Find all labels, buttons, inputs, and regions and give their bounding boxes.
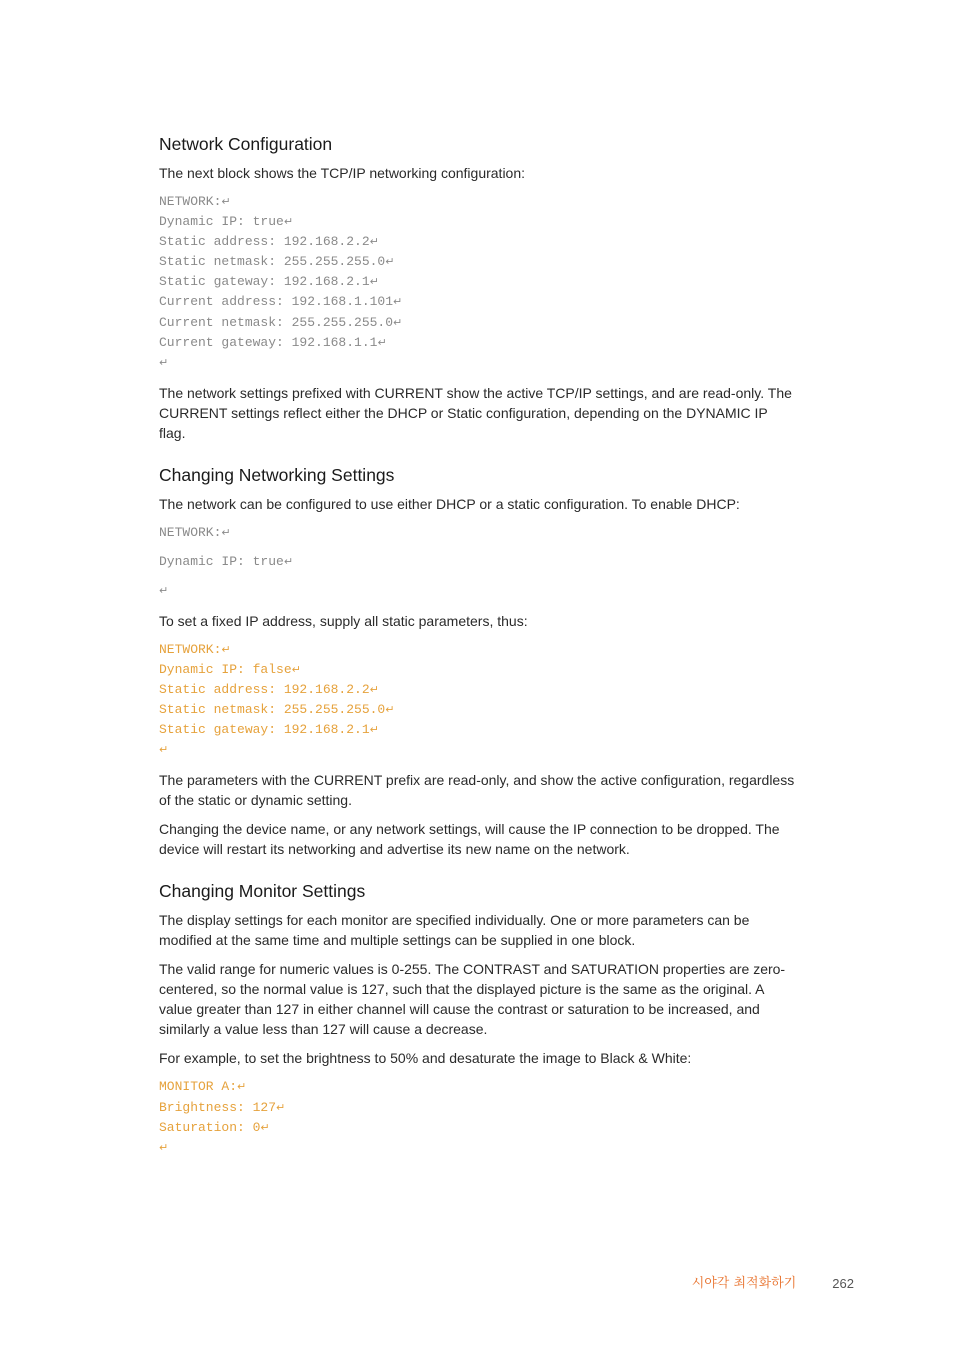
network-note: The network settings prefixed with CURRENT show the active TCP/IP settings, and are read-only. The CURRENT settings reflect either the DHCP or Static configuration, depending on the DYNAMIC IP flag.: [159, 384, 792, 441]
heading-changing-networking: Changing Networking Settings: [159, 464, 395, 485]
code-line: Brightness: 127↵: [159, 1099, 286, 1115]
return-icon: ↵: [221, 195, 231, 208]
code-line: Static address: 192.168.2.2↵: [159, 682, 379, 698]
code-line: MONITOR A:↵: [159, 1079, 247, 1095]
return-icon: ↵: [283, 554, 294, 568]
code-line: Dynamic IP: true↵: [159, 214, 294, 230]
return-icon: ↵: [159, 355, 169, 369]
return-icon: ↵: [369, 683, 379, 697]
return-icon: ↵: [237, 1080, 247, 1094]
code-line: Static netmask: 255.255.255.0↵: [159, 254, 395, 270]
return-icon: ↵: [221, 642, 231, 656]
code-line: [159, 581, 795, 601]
footer-page-number: 262: [832, 1276, 854, 1291]
return-icon: ↵: [221, 525, 231, 539]
page-content: [159, 132, 795, 1168]
code-line: NETWORK:↵: [159, 194, 231, 209]
code-line: Static gateway: 192.168.2.1↵: [159, 722, 379, 738]
code-line: Current gateway: 192.168.1.1↵: [159, 334, 387, 350]
return-icon: ↵: [159, 743, 169, 757]
return-icon: ↵: [393, 295, 403, 309]
return-icon: ↵: [385, 703, 395, 717]
code-line: Static netmask: 255.255.255.0↵: [159, 702, 395, 718]
return-icon: ↵: [369, 275, 379, 289]
return-icon: ↵: [291, 662, 301, 676]
monitor-code: [159, 1077, 795, 1157]
code-line: [159, 740, 795, 760]
return-icon: ↵: [276, 1100, 286, 1114]
code-line: Dynamic IP: false↵: [159, 661, 301, 677]
code-line: NETWORK:↵: [159, 524, 231, 540]
code-line: [159, 1138, 795, 1158]
network-config-code: [159, 192, 795, 373]
code-line: NETWORK:↵: [159, 641, 231, 657]
return-icon: ↵: [369, 723, 379, 737]
return-icon: ↵: [393, 315, 403, 329]
return-icon: ↵: [260, 1120, 270, 1134]
return-icon: ↵: [159, 1140, 169, 1154]
page-footer: [692, 1276, 854, 1292]
heading-network-configuration: Network Configuration: [159, 134, 333, 154]
monitor-para-3: For example, to set the brightness to 50% and desaturate the image to Black & White:: [159, 1050, 692, 1067]
code-line: Current netmask: 255.255.255.0↵: [159, 314, 403, 330]
network-intro: The next block shows the TCP/IP networking configuration:: [159, 165, 526, 181]
monitor-para-2: The valid range for numeric values is 0-255. The CONTRAST and SATURATION properties are zero-centered, so the normal value is 127, such that the displayed picture is the same as the original. A value greater than 127 in either channel will cause the contrast or saturation to be increased, and similarly a value less than 127 will cause a decrease.: [159, 961, 786, 1038]
monitor-para-1: The display settings for each monitor are specified individually. One or more parameters can be modified at the same time and multiple settings can be supplied in one block.: [159, 912, 750, 949]
code-line: Static gateway: 192.168.2.1↵: [159, 274, 379, 290]
restart-note: Changing the device name, or any network settings, will cause the IP connection to be dropped. The device will restart its networking and advertise its new name on the network.: [159, 821, 780, 858]
code-line: Saturation: 0↵: [159, 1119, 270, 1135]
code-line: Dynamic IP: true↵: [159, 553, 294, 569]
dhcp-intro: The network can be configured to use either DHCP or a static configuration. To enable DHCP:: [159, 495, 740, 512]
static-code: [159, 640, 795, 761]
return-icon: ↵: [377, 335, 387, 349]
current-prefix-note: The parameters with the CURRENT prefix are read-only, and show the active configuration, regardless of the static or dynamic setting.: [159, 772, 795, 809]
code-line: Current address: 192.168.1.101↵: [159, 294, 403, 310]
heading-changing-monitor: Changing Monitor Settings: [159, 881, 366, 902]
code-line: Static address: 192.168.2.2↵: [159, 234, 379, 250]
return-icon: ↵: [369, 235, 379, 249]
code-line: [159, 353, 795, 373]
footer-chapter-title: 시야각 최적화하기: [691, 1276, 797, 1291]
static-intro: To set a fixed IP address, supply all static parameters, thus:: [159, 612, 528, 629]
return-icon: ↵: [283, 215, 294, 229]
return-icon: ↵: [385, 255, 395, 269]
dhcp-code: [159, 523, 795, 601]
return-icon: ↵: [159, 583, 169, 597]
